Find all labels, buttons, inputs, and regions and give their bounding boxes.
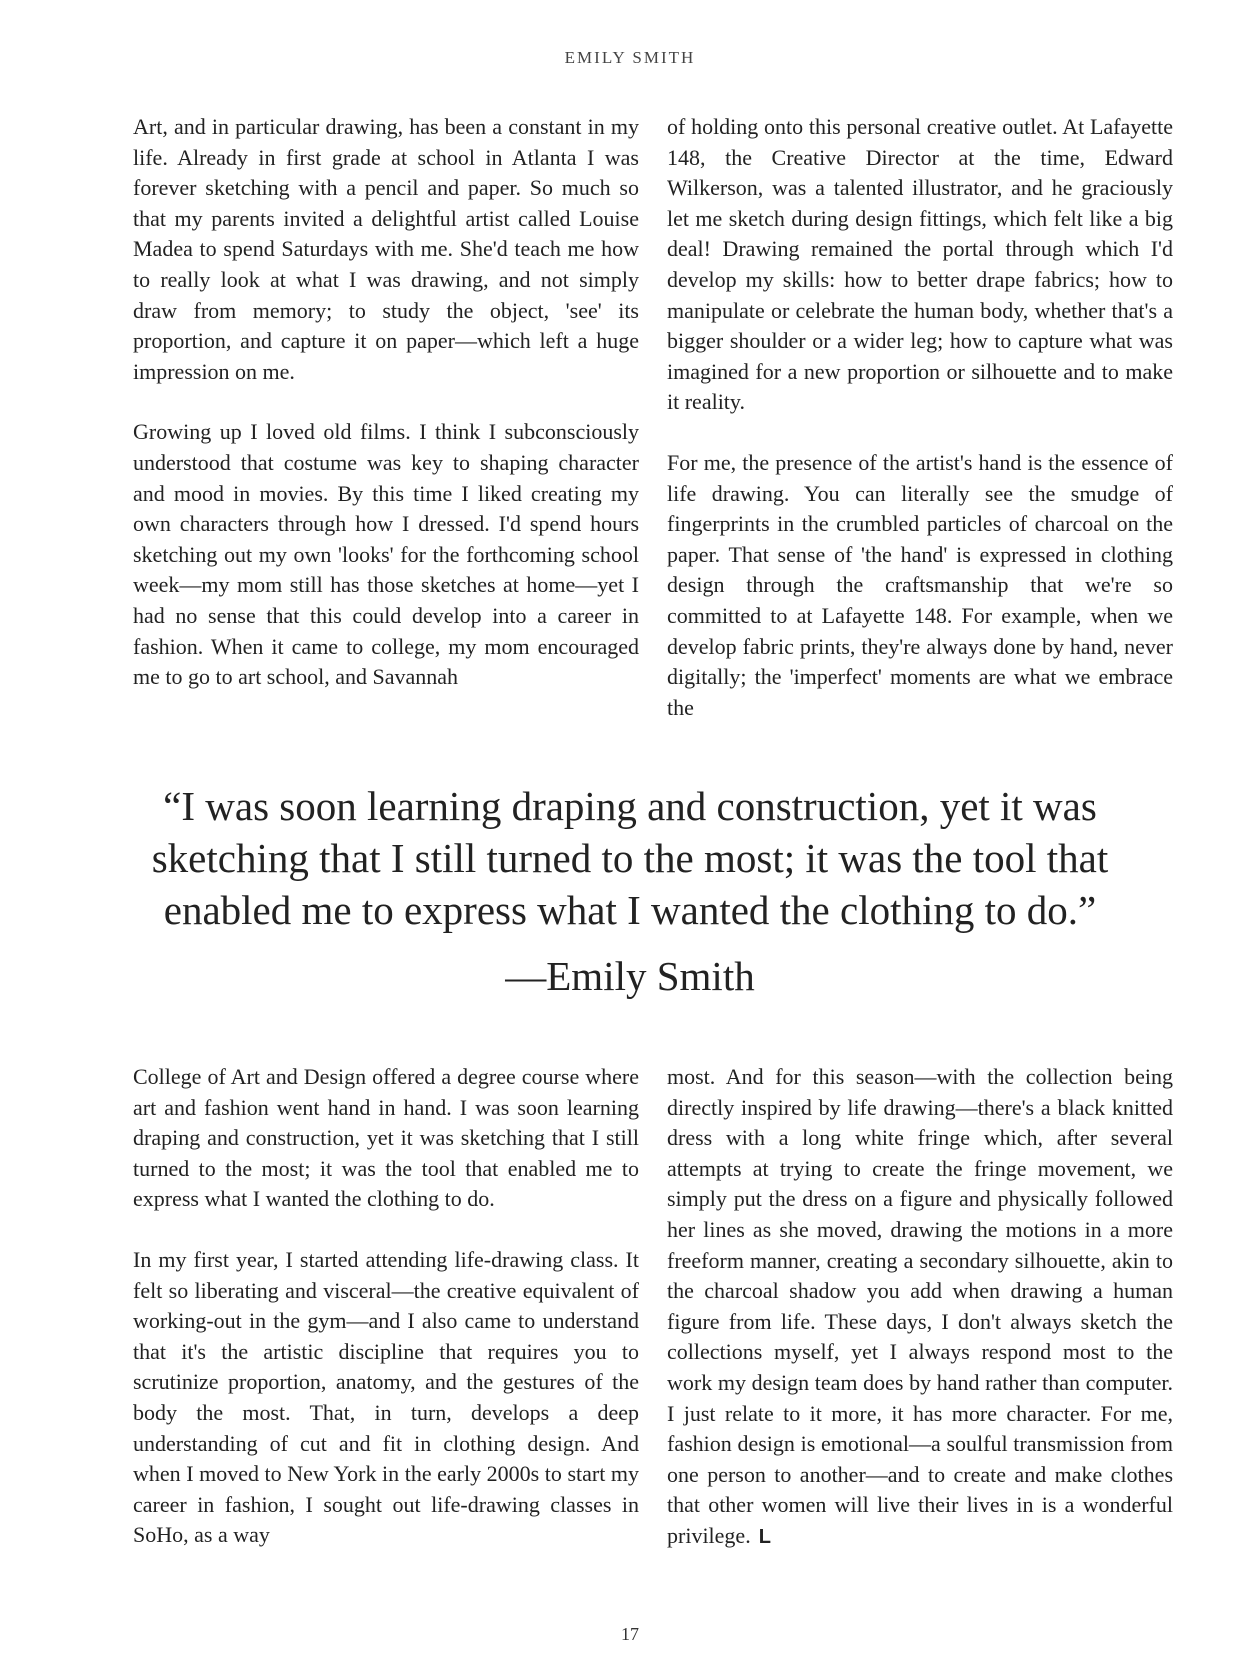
paragraph: For me, the presence of the artist's hand is the essence of life drawing. You can literally see the smudge of fingerprints in the crumbled particles of charcoal on the paper. That sense of 'the hand' is expressed in clothing design through the craftsmanship that we're so committed to at Lafayette 148. For example, when we develop fabric prints, they're always done by hand, never digitally; the 'imperfect' moments are what we embrace the — [667, 449, 1173, 720]
paragraph: Art, and in particular drawing, has been a constant in my life. Already in first grade at school in Atlanta I was forever sketching with a pencil and paper. So much so that my parents invited a delightful artist called Louise Madea to spend Saturdays with me. She'd teach me how to really look at what I was drawing, and not simply draw from memory; to study the object, 'see' its proportion, and capture it on paper—which left a huge impression on me. — [133, 114, 639, 384]
end-mark-icon: L — [758, 1525, 771, 1548]
paragraph: In my first year, I started attending life-drawing class. It felt so liberating and visceral—the creative equivalent of working-out in the gym—and I also came to understand that it's the artistic discipline that requires you to scrutinize proportion, anatomy, and the gestures of the body the most. That, in turn, develops a deep understanding of cut and fit in clothing design. And when I moved to New York in the early 2000s to start my career in fashion, I sought out life-drawing classes in SoHo, as a way — [133, 1246, 639, 1548]
pull-quote: “I was soon learning draping and construction, yet it was sketching that I still turned to the most; it was the tool that enabled me to express what I wanted the clothing to do.” — [151, 783, 1109, 933]
paragraph: of holding onto this personal creative outlet. At Lafayette 148, the Creative Director at the time, Edward Wilkerson, was a talented illustrator, and he graciously let me sketch during design fittings, which felt like a big deal! Drawing remained the portal through which I'd develop my skills: how to better drape fabrics; how to manipulate or celebrate the human body, whether that's a bigger shoulder or a wider leg; how to capture what was imagined for a new proportion or silhouette and to make it reality. — [667, 114, 1173, 415]
paragraph-text: most. And for this season—with the collection being directly inspired by life drawing—there's a black knitted dress with a long white fringe which, after several attempts at trying to create the fringe movement, we simply put the dress on a figure and physically followed her lines as she moved, drawing the motions in a more freeform manner, creating a secondary silhouette, akin to the charcoal shadow you add when drawing a human figure from life. These days, I don't always sketch the collections myself, yet I always respond most to the work my design team does by hand rather than computer. I just relate to it more, it has more character. For me, fashion design is emotional—a soulful transmission from one person to another—and to create and make clothes that other women will live their lives in is a wonderful privilege. — [667, 1064, 1173, 1548]
column-bottom-left — [133, 1062, 639, 1551]
paragraph-last — [667, 1062, 1173, 1553]
page-number: 17 — [621, 1624, 639, 1644]
column-bottom-right — [667, 1062, 1173, 1553]
column-top-right — [667, 112, 1173, 723]
column-top-left — [133, 112, 639, 693]
paragraph: College of Art and Design offered a degree course where art and fashion went hand in hand. I was soon learning draping and construction, yet it was sketching that I still turned to the most; it was the tool that enabled me to express what I wanted the clothing to do. — [133, 1064, 639, 1212]
pull-quote-attribution: —Emily Smith — [505, 953, 755, 999]
paragraph: Growing up I loved old films. I think I subconsciously understood that costume was key to shaping character and mood in movies. By this time I liked creating my own characters through how I dressed. I'd spend hours sketching out my own 'looks' for the forthcoming school week—my mom still has those sketches at home—yet I had no sense that this could develop into a career in fashion. When it came to college, my mom encouraged me to go to art school, and Savannah — [133, 419, 639, 690]
running-head: EMILY SMITH — [564, 48, 696, 67]
